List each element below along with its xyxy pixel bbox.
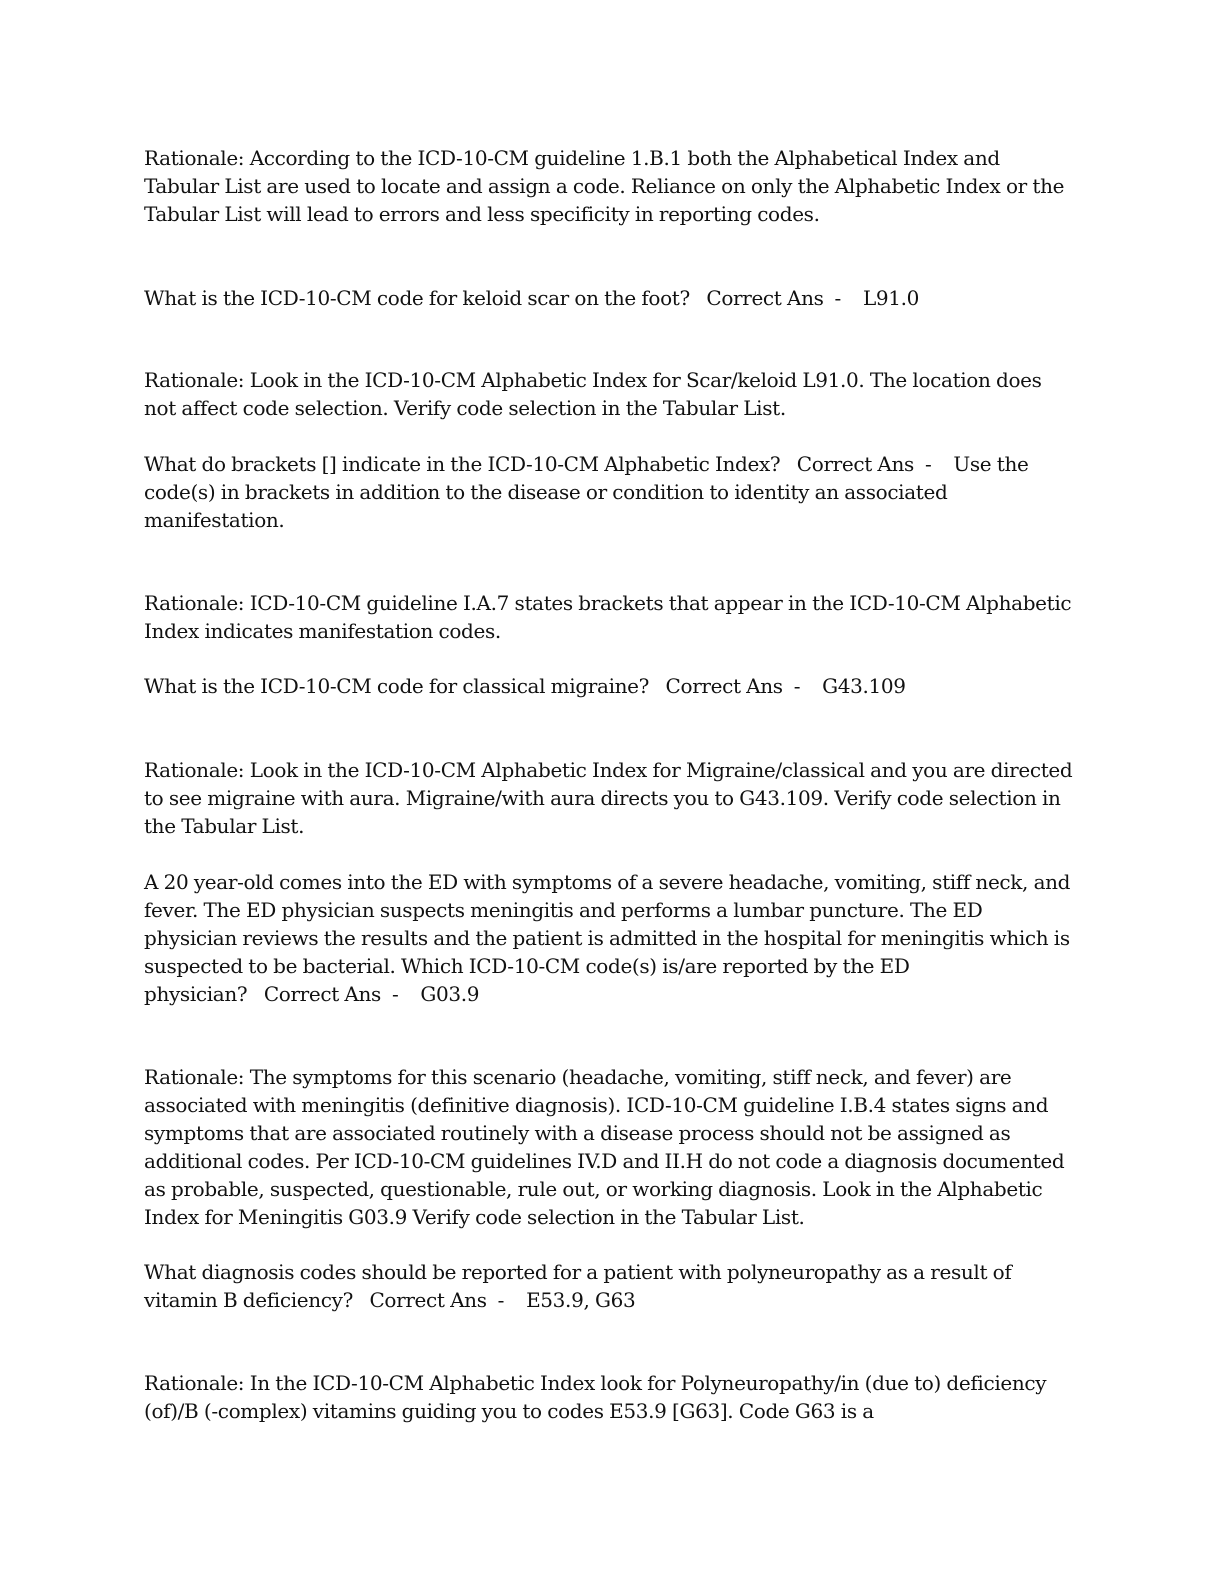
rationale-paragraph: Rationale: Look in the ICD-10-CM Alphabetic Index for Scar/keloid L91.0. The location does not affect code selection. Verify code selection in the Tabular List. (144, 368, 1048, 420)
rationale-paragraph: Rationale: In the ICD-10-CM Alphabetic Index look for Polyneuropathy/in (due to) deficiency (of)/B (-complex) vitamins guiding you to codes E53.9 [G63]. Code G63 is a (144, 1371, 1052, 1423)
question-paragraph (144, 868, 1074, 1008)
question-paragraph (144, 1258, 1074, 1314)
question-paragraph (144, 450, 1074, 534)
answer-text: L91.0 (862, 286, 920, 310)
correct-answer-label: Correct Ans - (665, 674, 801, 698)
rationale-paragraph: Rationale: The symptoms for this scenario (headache, vomiting, stiff neck, and fever) are associated with meningitis (definitive diagnosis). ICD-10-CM guideline I.B.4 states signs and symptoms that are associated routinely with a disease process should not be assigned as additional codes. Per ICD-10-CM guidelines IV.D and II.H do not code a diagnosis documented as probable, suspected, questionable, rule out, or working diagnosis. Look in the Alphabetic Index for Meningitis G03.9 Verify code selection in the Tabular List. (144, 1065, 1070, 1229)
answer-text: G03.9 (420, 982, 480, 1006)
question-text: What do brackets [] indicate in the ICD-10-CM Alphabetic Index? (144, 452, 781, 476)
question-paragraph (144, 672, 1074, 700)
correct-answer-label: Correct Ans - (706, 286, 841, 310)
rationale-paragraph: Rationale: According to the ICD-10-CM guideline 1.B.1 both the Alphabetical Index and Tabular List are used to locate and assign a code. Reliance on only the Alphabetic Index or the Tabular List will lead to errors and less specificity in reporting codes. (144, 146, 1070, 226)
answer-text: Use the code(s) in brackets in addition to the disease or condition to identity an associated manifestation. (144, 452, 1035, 532)
question-text: What is the ICD-10-CM code for keloid scar on the foot? (144, 286, 690, 310)
rationale-paragraph: Rationale: Look in the ICD-10-CM Alphabetic Index for Migraine/classical and you are directed to see migraine with aura. Migraine/with aura directs you to G43.109. Verify code selection in the Tabular List. (144, 758, 1078, 838)
answer-text: G43.109 (822, 674, 906, 698)
rationale-paragraph: Rationale: ICD-10-CM guideline I.A.7 states brackets that appear in the ICD-10-CM Alphabetic Index indicates manifestation codes. (144, 591, 1077, 643)
question-paragraph (144, 284, 1074, 312)
question-text: A 20 year-old comes into the ED with symptoms of a severe headache, vomiting, stiff neck, and fever. The ED physician suspects meningitis and performs a lumbar puncture. The ED physician reviews the results and the patient is admitted in the hospital for meningitis which is suspected to be bacterial. Which ICD-10-CM code(s) is/are reported by the ED physician? (144, 870, 1076, 1006)
question-text: What diagnosis codes should be reported for a patient with polyneuropathy as a result of vitamin B deficiency? (144, 1260, 1017, 1312)
correct-answer-label: Correct Ans - (369, 1288, 505, 1312)
correct-answer-label: Correct Ans - (263, 982, 399, 1006)
question-text: What is the ICD-10-CM code for classical migraine? (144, 674, 650, 698)
answer-text: E53.9, G63 (526, 1288, 636, 1312)
correct-answer-label: Correct Ans - (796, 452, 932, 476)
